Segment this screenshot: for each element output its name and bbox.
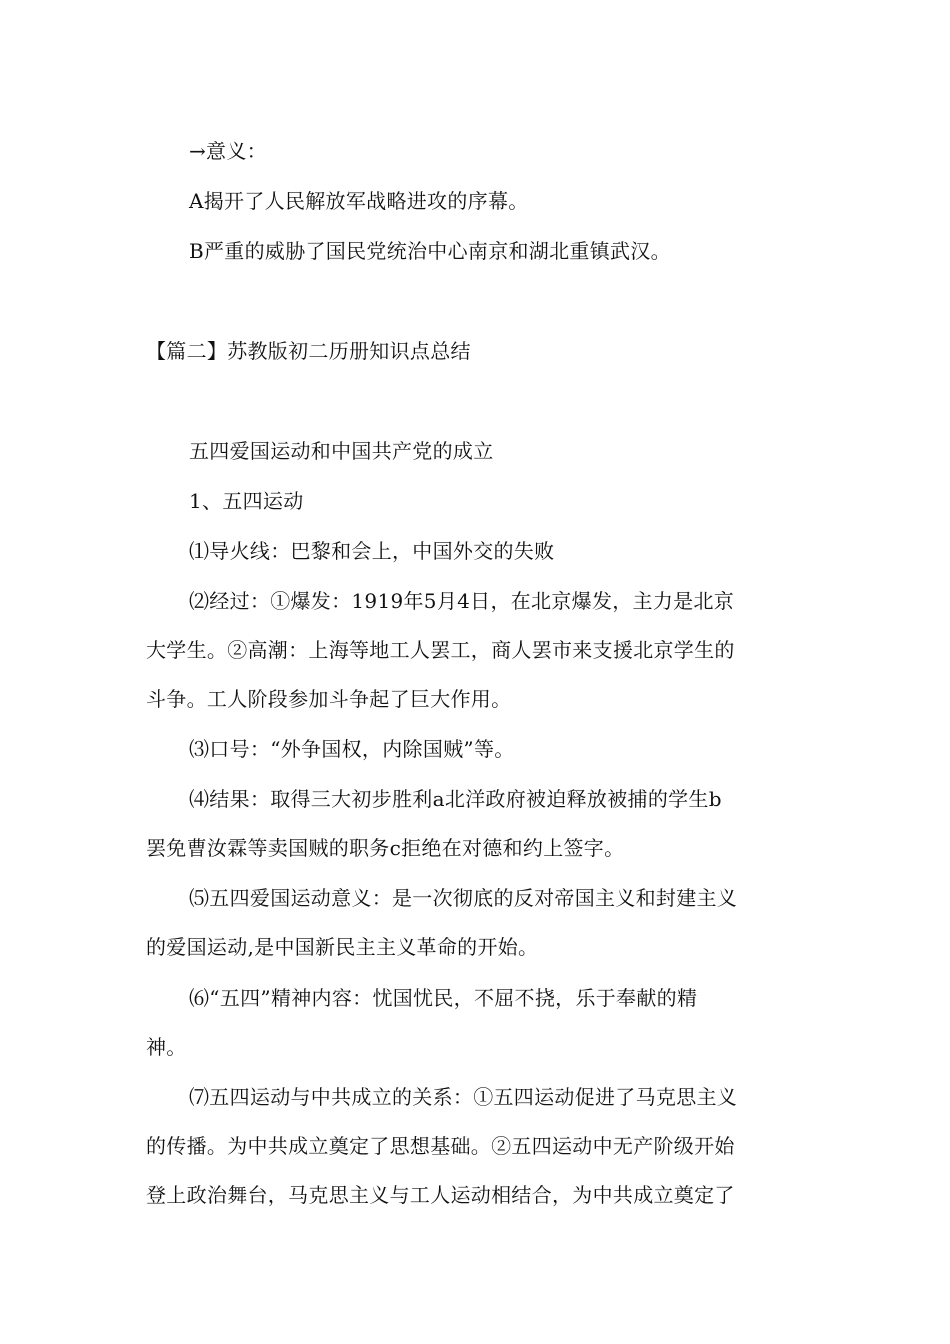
significance-point-a: A揭开了人民解放军战略进攻的序幕。 (189, 189, 529, 213)
paragraph-result-line2: 罢免曹汝霖等卖国贼的职务c拒绝在对德和约上签字。 (146, 836, 625, 860)
paragraph-spirit-line2: 神。 (146, 1035, 187, 1059)
topic-heading: 五四爱国运动和中国共产党的成立 (189, 439, 494, 463)
significance-point-b: B严重的威胁了国民党统治中心南京和湖北重镇武汉。 (189, 239, 671, 263)
paragraph-cause: ⑴导火线：巴黎和会上，中国外交的失败 (189, 539, 555, 563)
paragraph-result-line1: ⑷结果：取得三大初步胜利a北洋政府被迫释放被捕的学生b (189, 787, 722, 811)
paragraph-relationship-line3: 登上政治舞台，马克思主义与工人运动相结合，为中共成立奠定了 (146, 1183, 735, 1207)
paragraph-slogan: ⑶口号：“外争国权，内除国贼”等。 (189, 737, 515, 761)
paragraph-relationship-line2: 的传播。为中共成立奠定了思想基础。②五四运动中无产阶级开始 (146, 1134, 735, 1158)
section-title: 【篇二】苏教版初二历册知识点总结 (146, 339, 471, 363)
paragraph-process-line2: 大学生。②高潮：上海等地工人罢工，商人罢市来支援北京学生的 (146, 638, 735, 662)
paragraph-process-line3: 斗争。工人阶段参加斗争起了巨大作用。 (146, 687, 512, 711)
paragraph-relationship-line1: ⑺五四运动与中共成立的关系：①五四运动促进了马克思主义 (189, 1085, 738, 1109)
paragraph-significance-line2: 的爱国运动,是中国新民主主义革命的开始。 (146, 935, 539, 959)
subheading-may-fourth: 1、五四运动 (189, 489, 304, 513)
paragraph-significance-line1: ⑸五四爱国运动意义：是一次彻底的反对帝国主义和封建主义 (189, 886, 738, 910)
paragraph-spirit-line1: ⑹“五四”精神内容：忧国忧民，不屈不挠，乐于奉献的精 (189, 986, 698, 1010)
significance-heading: →意义： (189, 139, 267, 163)
paragraph-process-line1: ⑵经过：①爆发：1919年5月4日，在北京爆发，主力是北京 (189, 589, 735, 613)
